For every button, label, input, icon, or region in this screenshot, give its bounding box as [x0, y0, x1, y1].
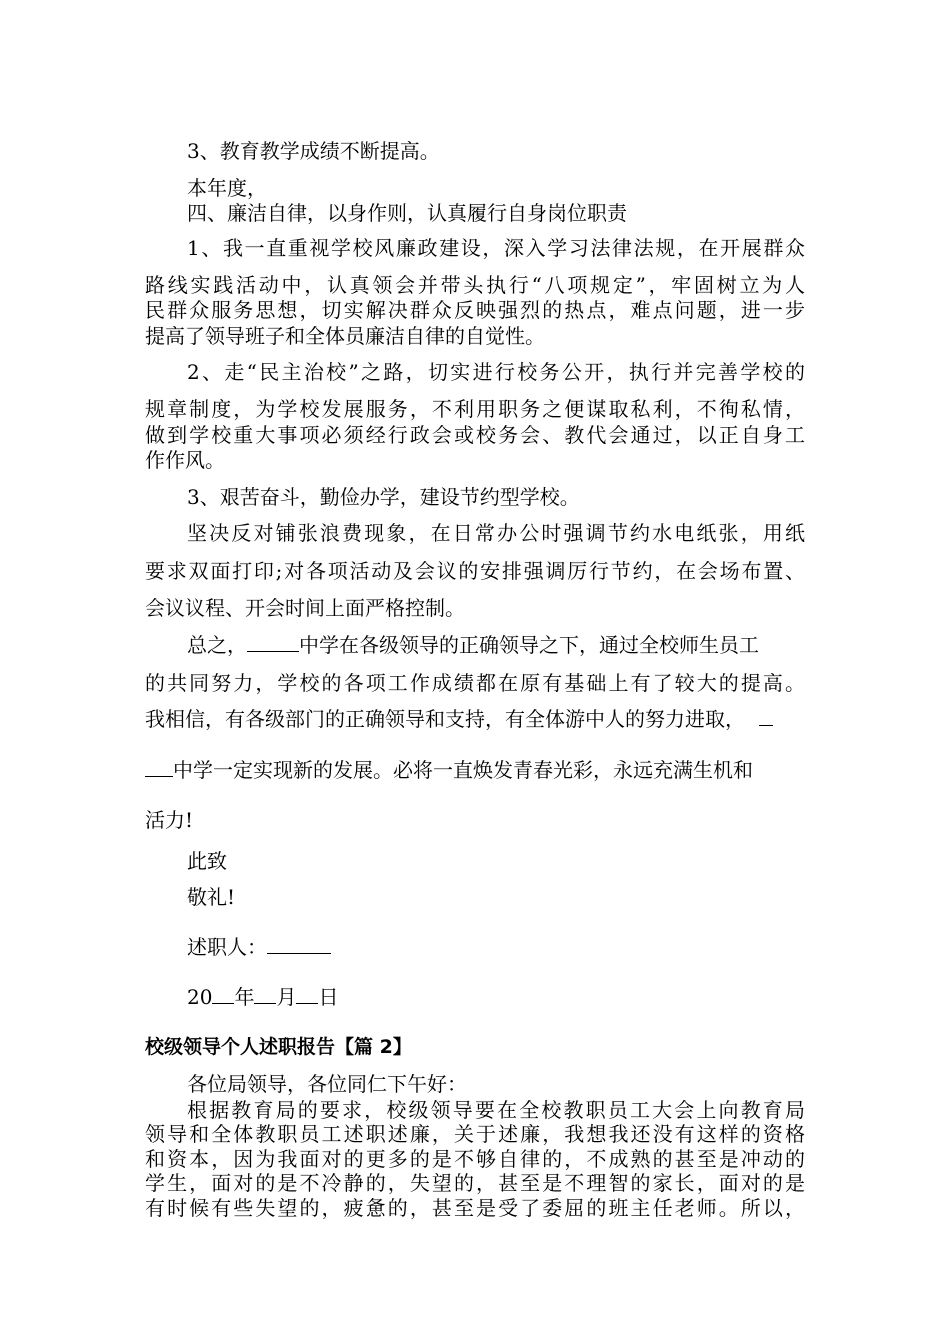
paragraph-line: 民群众服务思想，切实解决群众反映强烈的热点，难点问题，进一步 — [145, 298, 805, 322]
paragraph-line: 坚决反对铺张浪费现象，在日常办公时强调节约水电纸张，用纸 — [187, 521, 805, 545]
paragraph-line: 各位局领导，各位同仁下午好： — [187, 1072, 467, 1096]
paragraph-line: 领导和全体教职员工述职述廉，关于述廉，我想我还没有这样的资格 — [145, 1122, 805, 1146]
paragraph-line: 规章制度，为学校发展服务，不利用职务之便谋取私利，不徇私情， — [145, 397, 805, 421]
paragraph-line: 要求双面打印;对各项活动及会议的安排强调厉行节约，在会场布置、 — [145, 559, 805, 583]
blank-line — [212, 985, 234, 1004]
article-heading: 校级领导个人述职报告【篇 2】 — [145, 1036, 412, 1058]
paragraph-line: 做到学校重大事项必须经行政会或校务会、教代会通过，以正自身工 — [145, 423, 805, 447]
paragraph-text: 中学一定实现新的发展。必将一直焕发青春光彩，永远充满生机和 — [173, 758, 753, 782]
paragraph-line: 有时候有些失望的，疲惫的，甚至是受了委屈的班主任老师。所以， — [145, 1196, 805, 1220]
date-text: 年 — [234, 985, 255, 1009]
paragraph-line: 的共同努力，学校的各项工作成绩都在原有基础上有了较大的提高。 — [145, 671, 805, 695]
paragraph-line: 作作风。 — [145, 448, 225, 472]
paragraph-line: 活力! — [145, 808, 194, 832]
date-text: 日 — [318, 985, 339, 1009]
blank-line — [267, 935, 331, 954]
paragraph-line: 和资本，因为我面对的更多的是不够自律的，不成熟的甚至是冲动的 — [145, 1147, 805, 1171]
closing-line: 敬礼! — [187, 885, 236, 909]
paragraph-text: 中学在各级领导的正确领导之下，通过全校师生员工 — [299, 633, 759, 657]
signature-label: 述职人： — [187, 935, 267, 959]
paragraph-line: 2、走“民主治校”之路，切实进行校务公开，执行并完善学校的 — [187, 360, 805, 384]
date-text: 月 — [276, 985, 297, 1009]
paragraph-line: 3、艰苦奋斗，勤俭办学，建设节约型学校。 — [187, 485, 580, 509]
blank-line — [145, 758, 173, 777]
blank-line — [247, 633, 299, 652]
closing-line: 此致 — [187, 849, 227, 873]
paragraph-line: 根据教育局的要求，校级领导要在全校教职员工大会上向教育局 — [187, 1098, 805, 1122]
paragraph-line: 提高了领导班子和全体员廉洁自律的自觉性。 — [145, 324, 545, 348]
paragraph-line — [187, 633, 759, 657]
paragraph-line — [145, 707, 773, 731]
blank-line — [254, 985, 276, 1004]
date-text: 20 — [187, 985, 213, 1009]
paragraph-line: 学生，面对的是不冷静的，失望的，甚至是不理智的家长，面对的是 — [145, 1171, 805, 1195]
paragraph-line — [145, 758, 753, 782]
section-heading-line: 四、廉洁自律，以身作则，认真履行自身岗位职责 — [187, 201, 627, 225]
paragraph-line: 本年度， — [187, 176, 267, 200]
paragraph-text: 总之， — [187, 633, 247, 657]
paragraph-text: 我相信，有各级部门的正确领导和支持，有全体游中人的努力进取， — [145, 707, 745, 731]
blank-line — [759, 707, 773, 726]
paragraph-line: 会议议程、开会时间上面严格控制。 — [145, 596, 465, 620]
paragraph-line: 1、我一直重视学校风廉政建设，深入学习法律法规，在开展群众 — [187, 236, 805, 260]
paragraph-line: 路线实践活动中，认真领会并带头执行“八项规定”，牢固树立为人 — [145, 273, 805, 297]
date-line — [187, 985, 338, 1009]
blank-line — [296, 985, 318, 1004]
paragraph-line: 3、教育教学成绩不断提高。 — [187, 139, 440, 163]
signature-line — [187, 935, 331, 959]
